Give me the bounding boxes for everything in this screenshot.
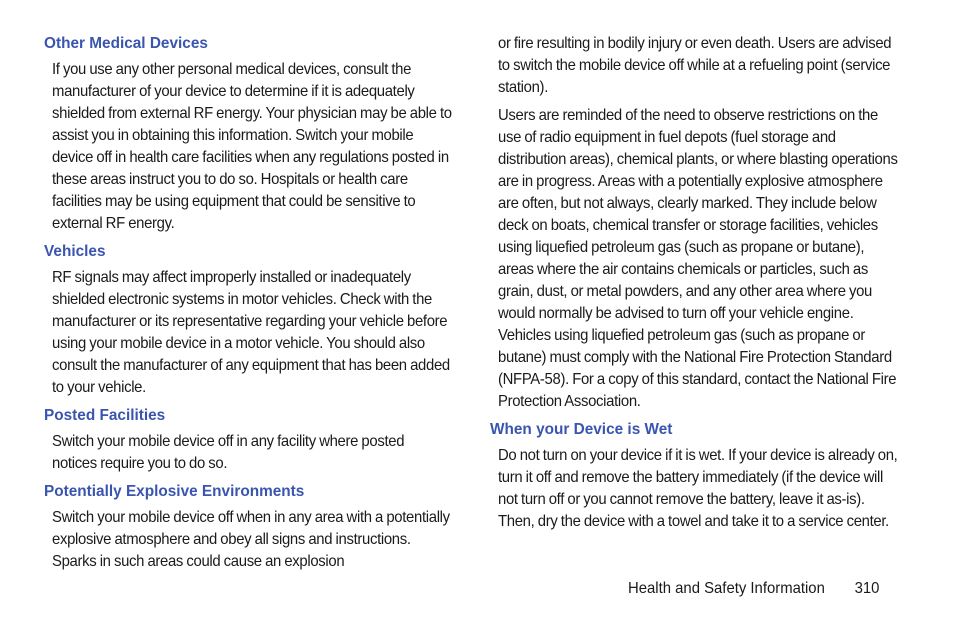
- right-column: [490, 33, 900, 539]
- paragraph-device-wet: Do not turn on your device if it is wet. If your device is already on, turn it off and remove the battery immediately (if the device will not turn off or you cannot remove the battery, leave it as-is). Then, dry the device with a towel and take it to a service center.: [498, 447, 898, 530]
- heading-device-wet: When your Device is Wet: [490, 421, 673, 438]
- paragraph-vehicles: RF signals may affect improperly installed or inadequately shielded electronic systems in motor vehicles. Check with the manufacturer or its representative regarding your vehicle before using your mobile device in a motor vehicle. You should also consult the manufacturer of any equipment that has been added to your vehicle.: [52, 269, 450, 396]
- left-column: [44, 33, 454, 579]
- paragraph-radio-restrictions: Users are reminded of the need to observe restrictions on the use of radio equipment in fuel depots (fuel storage and distribution areas), chemical plants, or where blasting operations are in progress. Areas with a potentially explosive atmosphere are often, but not always, clearly marked. They include below deck on boats, chemical transfer or storage facilities, vehicles using liquefied petroleum gas (such as propane or butane), areas where the air contains chemicals or particles, such as grain, dust, or metal powders, and any other area where you would normally be advised to turn off your vehicle engine. Vehicles using liquefied petroleum gas (such as propane or butane) must comply with the National Fire Protection Standard (NFPA-58). For a copy of this standard, contact the National Fire Protection Association.: [498, 107, 898, 410]
- page-footer: [628, 579, 879, 599]
- paragraph-explosion-continued: or fire resulting in bodily injury or even death. Users are advised to switch the mobile device off while at a refueling point (service station).: [498, 35, 892, 96]
- heading-other-medical-devices: Other Medical Devices: [44, 35, 208, 52]
- heading-vehicles: Vehicles: [44, 243, 106, 260]
- heading-posted-facilities: Posted Facilities: [44, 407, 166, 424]
- paragraph-explosive-environments: Switch your mobile device off when in any area with a potentially explosive atmosphere and obey all signs and instructions. Sparks in such areas could cause an explosion: [52, 509, 450, 570]
- page-number: 310: [854, 580, 880, 597]
- paragraph-other-medical-devices: If you use any other personal medical devices, consult the manufacturer of your device to determine if it is adequately shielded from external RF energy. Your physician may be able to assist you in obtaining this information. Switch your mobile device off in health care facilities when any regulations posted in these areas instruct you to do so. Hospitals or health care facilities may be using equipment that could be sensitive to external RF energy.: [52, 61, 452, 232]
- footer-section-title: Health and Safety Information: [628, 580, 825, 597]
- heading-explosive-environments: Potentially Explosive Environments: [44, 483, 305, 500]
- paragraph-posted-facilities: Switch your mobile device off in any facility where posted notices require you to do so.: [52, 433, 405, 472]
